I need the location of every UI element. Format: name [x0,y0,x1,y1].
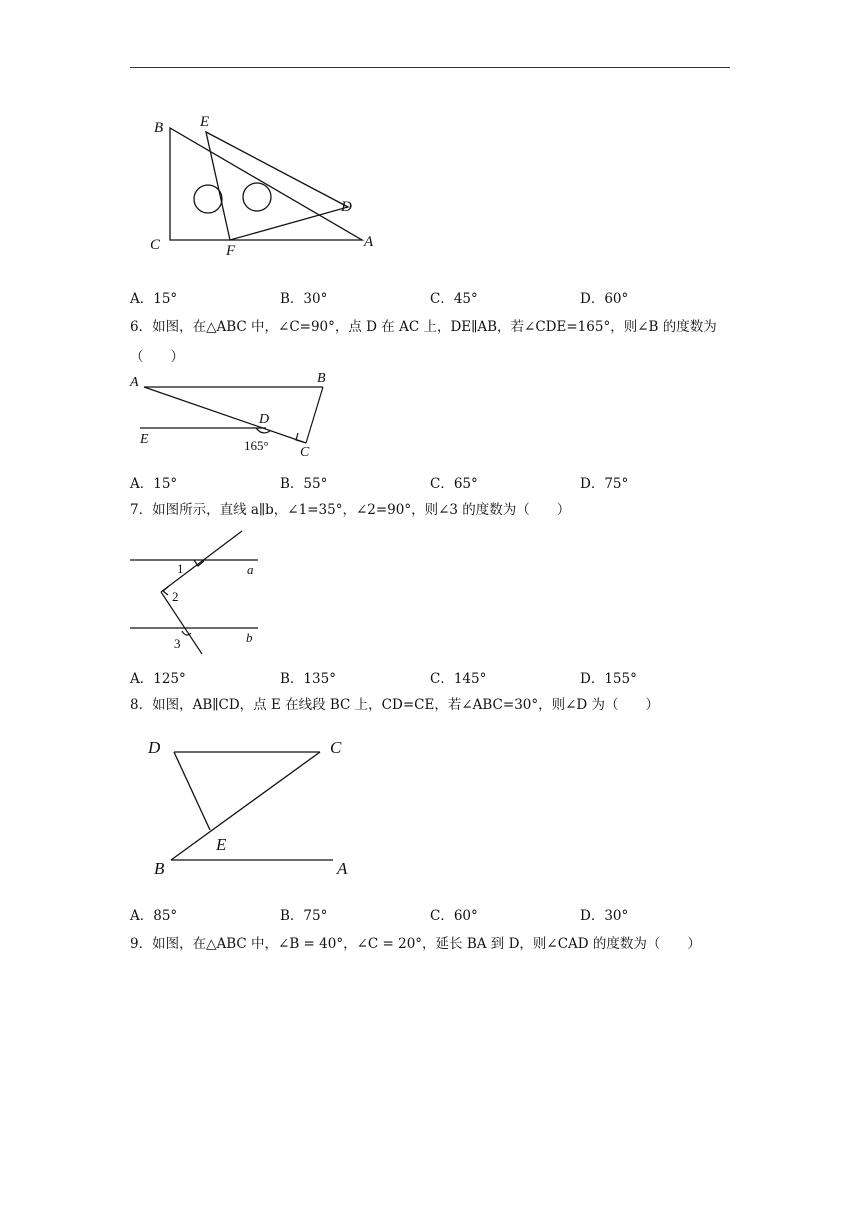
q7-label-a: a [247,562,254,577]
q8-label-c: C [330,738,342,757]
q5-option-d[interactable]: D．60° [580,291,629,307]
q8-label-a: A [337,859,348,878]
q5-label-e: E [200,114,210,130]
q6-angle-label: 165° [244,438,269,453]
q6-label-e: E [140,432,149,447]
q7-options [130,667,730,687]
q6-label-b: B [317,371,326,386]
q7-option-b[interactable]: B．135° [280,671,336,687]
q8-label-e: E [216,835,227,854]
q8-option-d[interactable]: D．30° [580,908,629,924]
q6-options [130,472,730,492]
q6-label-c: C [300,445,310,460]
q5-option-c[interactable]: C．45° [430,291,478,307]
header-rule [130,67,730,68]
q5-label-d: D [341,199,352,215]
q7-option-a[interactable]: A．125° [130,671,186,687]
q8-option-a[interactable]: A．85° [130,908,178,924]
q5-label-f: F [226,243,236,259]
q5-figure [140,110,390,260]
q8-text: 8．如图，AB∥CD，点 E 在线段 BC 上，CD=CE，若∠ABC=30°，则∠D 为（ ） [130,697,660,713]
q5-option-a[interactable]: A．15° [130,291,178,307]
q7-option-d[interactable]: D．155° [580,671,637,687]
q6-option-a[interactable]: A．15° [130,476,178,492]
q5-triangle-abc [170,128,362,240]
q7-figure [128,528,268,658]
q5-triangle-edf [206,132,348,240]
q5-label-a: A [364,234,374,250]
q5-label-b: B [154,120,164,136]
q5-option-b[interactable]: B．30° [280,291,328,307]
q8-options [130,904,730,924]
q7-text: 7．如图所示，直线 a∥b，∠1=35°，∠2=90°，则∠3 的度数为（ ） [130,502,571,518]
q5-options [130,287,730,307]
q5-hole-left [194,185,222,213]
q8-option-c[interactable]: C．60° [430,908,478,924]
q8-label-d: D [148,738,161,757]
q8-option-b[interactable]: B．75° [280,908,328,924]
q6-option-b[interactable]: B．55° [280,476,328,492]
q5-label-c: C [150,237,161,253]
q6-option-d[interactable]: D．75° [580,476,629,492]
q9-text: 9．如图，在△ABC 中，∠B = 40°，∠C = 20°，延长 BA 到 D，则∠CAD 的度数为（ ） [130,936,701,952]
q8-label-b: B [154,859,165,878]
q6-label-d: D [259,412,270,427]
q7-label-b: b [246,630,253,645]
q6-text: 6．如图，在△ABC 中，∠C=90°，点 D 在 AC 上，DE∥AB，若∠CDE=165°，则∠B 的度数为（ ） [130,319,717,365]
q6-label-a: A [130,375,139,390]
q6-option-c[interactable]: C．65° [430,476,478,492]
q7-label-3: 3 [174,636,181,651]
q7-label-1: 1 [177,561,184,576]
q7-option-c[interactable]: C．145° [430,671,487,687]
q5-hole-right [243,183,271,211]
q6-figure [128,368,348,458]
q7-label-2: 2 [172,589,179,604]
q8-figure [140,732,370,882]
